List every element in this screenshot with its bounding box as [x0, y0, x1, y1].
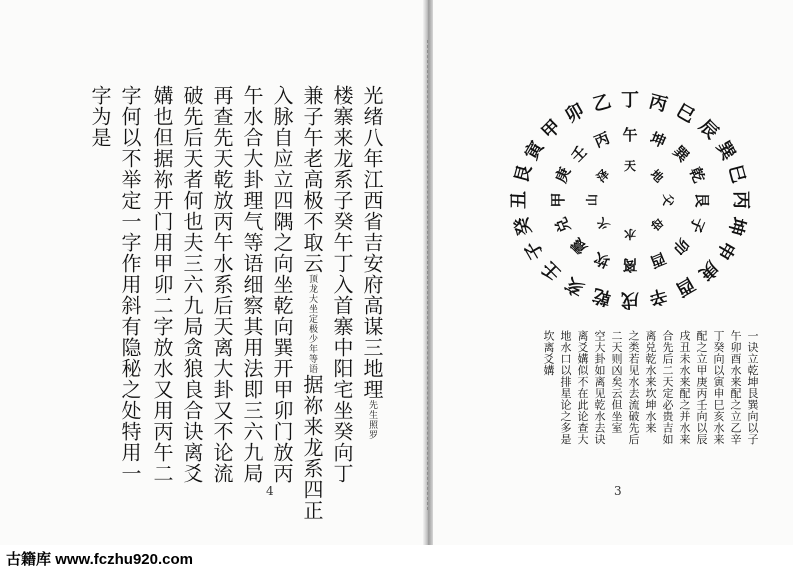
- compass-middle-char: 丙: [592, 128, 613, 152]
- compass-middle-char: 壬: [567, 142, 591, 166]
- compass-outer-char: 丑: [509, 191, 530, 209]
- compass-outer-char: 亥: [561, 272, 588, 300]
- compass-inner-char: 火: [593, 214, 613, 234]
- compass-inner-char: 母: [647, 214, 667, 234]
- note-column-7: 离兑乾水来坎坤水来: [644, 330, 657, 434]
- column-text: 光绪八年江西省吉安府高谋三地理: [360, 85, 384, 400]
- compass-outer-char: 乙: [589, 91, 613, 117]
- compass-inner-char: 泽: [593, 166, 613, 186]
- compass-outer-char: 辰: [694, 115, 722, 144]
- note-column-10: 空大卦如离见乾水去诀: [593, 330, 606, 445]
- note-column-2: 午卯酉水来配之立乙辛: [729, 330, 742, 445]
- compass-inner-char: 地: [647, 166, 667, 186]
- compass-outer-char: 丙: [647, 91, 671, 117]
- page-number: 4: [266, 484, 274, 498]
- compass-outer-char: 辛: [647, 283, 671, 309]
- compass-middle-char: 午: [622, 126, 638, 145]
- site-name: 古籍库: [6, 551, 52, 568]
- compass-outer-char: 戌: [621, 289, 639, 310]
- compass-middle-char: 兑: [552, 214, 575, 236]
- compass-middle-char: 卯: [669, 234, 693, 258]
- text-column-7: 破先后天者何也夫三六九局贪狼良合诀离爻: [180, 85, 204, 484]
- note-column-5: 戌丑未水来配之并水来: [678, 330, 691, 445]
- note-column-3: 丁癸向以寅申巳亥水来: [712, 330, 725, 445]
- compass-outer-char: 壬: [538, 256, 566, 285]
- text-column-2: 楼寨来龙系子癸午丁入首寨中阳宅坐癸向丁: [330, 85, 354, 484]
- compass-outer-char: 申: [712, 236, 740, 263]
- compass-outer-char: 巽: [712, 137, 740, 164]
- compass-outer-char: 丙: [730, 191, 751, 209]
- compass-outer-char: 巳: [672, 100, 699, 128]
- note-column-6: 合先后二天定必贵吉如: [661, 330, 674, 445]
- compass-outer-char: 甲: [538, 115, 566, 144]
- compass-outer-char: 子: [520, 236, 548, 263]
- compass-outer-char: 庚: [694, 256, 722, 285]
- compass-middle-char: 坤: [647, 128, 668, 152]
- note-column-8: 之类若见水去流破先后: [627, 330, 640, 445]
- gutter-fold-line: [427, 40, 429, 510]
- text-column-10: 字为是: [88, 85, 112, 148]
- note-column-4: 配之立甲庚丙壬向以辰: [695, 330, 708, 445]
- compass-outer-char: 丁: [621, 90, 639, 111]
- column-text-b: 据祢来龙系四正: [300, 374, 324, 521]
- text-column-4: 入脉自应立四隅之向坐乾向巽开甲卯门放丙: [270, 85, 294, 484]
- text-column-1: [360, 85, 384, 440]
- compass-outer-char: 巳: [724, 162, 750, 186]
- inline-note: 先生照罗: [367, 400, 377, 440]
- text-column-8: 媾也但据祢开门用甲卯二字放水又用丙午二: [150, 85, 174, 484]
- page-number: 3: [614, 484, 622, 498]
- compass-inner-char: 水: [624, 227, 637, 242]
- compass-outer-char: 酉: [672, 272, 699, 300]
- inline-note-b: 极少年等语: [307, 324, 317, 374]
- footer-watermark: [6, 548, 193, 569]
- compass-middle-char: 坎: [592, 248, 613, 272]
- compass-inner-char: 天: [623, 158, 636, 173]
- site-url[interactable]: www.fczhu920.com: [55, 551, 193, 568]
- compass-middle-char: 离: [622, 255, 638, 274]
- compass-middle-char: 甲: [549, 192, 567, 208]
- column-text-a: 兼子午老高极不取云: [300, 85, 324, 274]
- compass-outer-char: 卯: [561, 100, 588, 128]
- note-column-9: 二天则凶矣云但坐室: [610, 330, 623, 434]
- compass-outer-char: 寅: [520, 137, 548, 164]
- compass-middle-char: 震: [567, 234, 591, 258]
- compass-inner-char: 父: [661, 193, 675, 206]
- footer-bar: [0, 545, 793, 570]
- compass-outer-char: 乾: [589, 283, 613, 309]
- text-column-9: 字何以不举定一字作用斜有隐秘之处特用一: [118, 85, 142, 484]
- text-column-5: 午水合大卦理气等语细察其用法即三六九局: [240, 85, 264, 484]
- compass-outer-char: 艮: [510, 162, 536, 186]
- note-column-11: 离爻媾似不在此论查大: [576, 330, 589, 445]
- text-column-6: 再查先天乾放丙午水系后天离大卦又不论流: [210, 85, 234, 484]
- compass-middle-char: 庚: [552, 164, 575, 186]
- compass-middle-char: 巽: [669, 142, 693, 166]
- compass-inner-char: 山: [585, 194, 599, 207]
- compass-middle-char: 艮: [693, 192, 711, 208]
- note-column-12: 地水口以排星论之多是: [559, 330, 572, 445]
- compass-middle-char: 乾: [685, 164, 708, 186]
- inline-note-a: 顶龙大坐定: [307, 274, 317, 324]
- compass-outer-char: 癸: [510, 214, 536, 238]
- compass-diagram: [490, 80, 770, 320]
- compass-outer-char: 坤: [724, 214, 750, 238]
- text-column-3: [300, 85, 324, 521]
- note-column-13: 坎离爻媾: [542, 330, 555, 376]
- compass-middle-char: 子: [685, 214, 708, 236]
- compass-middle-char: 酉: [647, 248, 668, 272]
- note-column-1: 一诀立乾坤艮巽向以子: [746, 330, 759, 445]
